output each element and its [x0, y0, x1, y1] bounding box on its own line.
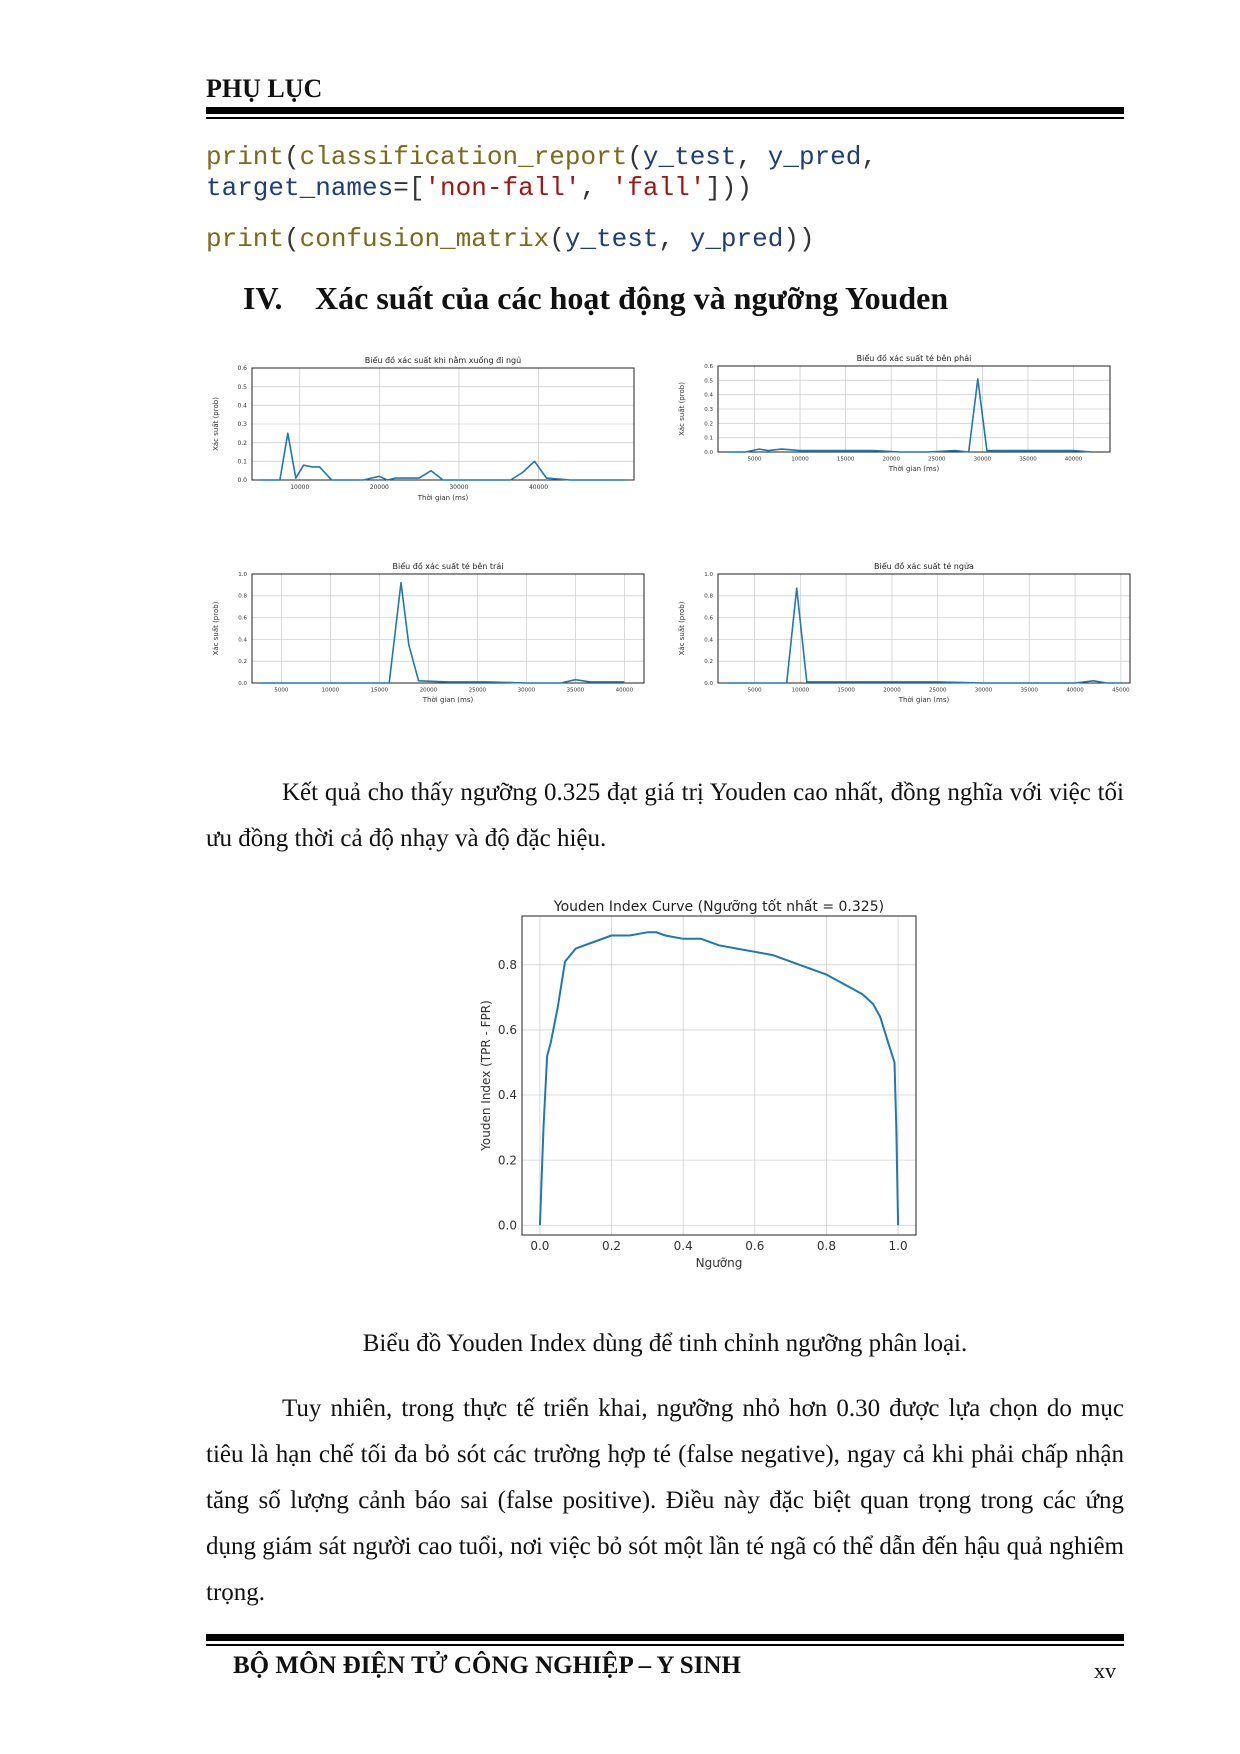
header-rule-thin [206, 117, 1124, 119]
x-tick-label: 45000 [1112, 687, 1130, 694]
x-tick-label: 35000 [1020, 687, 1039, 694]
chart-title: Biểu đồ xác suất té bên phải [856, 354, 972, 363]
code-token: print [206, 224, 285, 254]
x-tick-label: 40000 [615, 687, 634, 694]
y-tick-label: 0.2 [704, 659, 713, 666]
x-tick-label: 25000 [468, 687, 487, 694]
y-tick-label: 0.4 [704, 392, 713, 399]
x-tick-label: 30000 [973, 456, 992, 463]
x-tick-label: 35000 [1019, 456, 1037, 463]
code-token: 'non-fall' [424, 173, 581, 203]
series-line [727, 379, 1092, 452]
code-token: y_test [642, 142, 737, 172]
section-heading [243, 280, 948, 317]
series-line [262, 583, 625, 683]
chart-title: Youden Index Curve (Ngưỡng tốt nhất = 0.325) [553, 899, 885, 915]
x-tick-label: 10000 [791, 456, 809, 463]
paragraph-threshold-discussion: Tuy nhiên, trong thực tế triển khai, ngưỡng nhỏ hơn 0.30 được lựa chọn do mục tiêu là hạn chế tối đa bỏ sót các trường hợp té (false negative), ngay cả khi phải chấp nhận tăng số lượng cảnh báo sai (false positive). Điều này đặc biệt quan trọng trong các ứng dụng giám sát người cao tuổi, nơi việc bỏ sót một lần té ngã có thể dẫn đến hậu quả nghiêm trọng. [206, 1395, 1124, 1606]
x-axis-label: Thời gian (ms) [417, 494, 469, 502]
plot-frame [522, 916, 916, 1235]
code-token: ( [549, 224, 565, 254]
y-tick-label: 0.4 [237, 402, 247, 410]
x-tick-label: 10000 [791, 687, 810, 694]
y-axis-label: Xác suất (prob) [212, 601, 220, 656]
y-tick-label: 0.3 [237, 421, 247, 429]
y-tick-label: 0.3 [704, 406, 713, 413]
y-tick-label: 0.5 [704, 378, 713, 385]
x-tick-label: 0.6 [745, 1239, 765, 1253]
code-token: =[ [393, 173, 425, 203]
x-tick-label: 0.8 [816, 1239, 837, 1253]
code-token: confusion_matrix [299, 224, 550, 254]
x-tick-label: 0.4 [673, 1239, 693, 1253]
code-token: print [206, 142, 285, 172]
x-tick-label: 30000 [974, 687, 993, 694]
x-tick-label: 5000 [747, 456, 762, 463]
x-tick-label: 0.2 [601, 1239, 622, 1253]
y-axis-label: Xác suất (prob) [678, 382, 686, 436]
y-axis-label: Xác suất (prob) [212, 397, 220, 451]
x-tick-label: 20000 [369, 484, 389, 491]
code-token: y_pred [689, 224, 784, 254]
chart-back-fall-probability [672, 558, 1132, 713]
y-tick-label: 0.0 [704, 680, 713, 687]
x-tick-label: 25000 [928, 456, 946, 463]
code-token: y_test [564, 224, 659, 254]
code-token: , [861, 142, 877, 172]
x-axis-label: Thời gian (ms) [422, 696, 474, 704]
code-token: classification_report [299, 142, 628, 172]
y-tick-label: 0.2 [704, 421, 713, 428]
x-tick-label: 20000 [419, 687, 438, 694]
y-tick-label: 0.0 [497, 1218, 517, 1233]
header-rule-thick [206, 107, 1124, 114]
x-tick-label: 35000 [566, 687, 585, 694]
y-tick-label: 0.6 [704, 615, 713, 622]
x-tick-label: 10000 [321, 687, 340, 694]
y-tick-label: 0.4 [704, 637, 713, 644]
y-tick-label: 0.0 [238, 680, 247, 687]
chart-title: Biểu đồ xác suất khi nằm xuống đi ngủ [364, 356, 522, 365]
y-tick-label: 0.4 [238, 637, 247, 644]
y-tick-label: 0.0 [237, 477, 247, 485]
y-tick-label: 1.0 [704, 571, 713, 578]
x-tick-label: 30000 [517, 687, 536, 694]
x-tick-label: 1.0 [888, 1239, 908, 1253]
page-header-title: PHỤ LỤC [206, 74, 323, 103]
y-tick-label: 0.8 [704, 593, 713, 600]
chart-youden-index-curve [470, 890, 940, 1295]
x-tick-label: 20000 [882, 456, 900, 463]
y-tick-label: 0.6 [704, 363, 713, 370]
y-tick-label: 0.1 [237, 458, 247, 466]
footer-department: BỘ MÔN ĐIỆN TỬ CÔNG NGHIỆP – Y SINH [233, 1652, 741, 1679]
code-token: 'fall' [611, 173, 706, 203]
code-token: y_pred [767, 142, 862, 172]
x-tick-label: 15000 [370, 687, 389, 694]
chart-title: Biểu đồ xác suất té bên trái [392, 562, 504, 571]
code-line-2 [206, 173, 752, 203]
y-axis-label: Xác suất (prob) [678, 601, 686, 656]
y-tick-label: 0.5 [237, 383, 247, 391]
x-tick-label: 40000 [1064, 456, 1083, 463]
code-token: , [658, 224, 690, 254]
code-token: , [580, 173, 612, 203]
y-tick-label: 0.0 [704, 449, 713, 456]
code-token: ( [284, 142, 300, 172]
code-token: , [736, 142, 768, 172]
y-tick-label: 0.4 [497, 1088, 517, 1103]
paragraph-result: Kết quả cho thấy ngưỡng 0.325 đạt giá trị Youden cao nhất, đồng nghĩa với việc tối ưu đồng thời cả độ nhạy và độ đặc hiệu. [206, 779, 1124, 852]
plot-frame [252, 574, 644, 683]
x-tick-label: 25000 [928, 687, 947, 694]
x-tick-label: 0.0 [530, 1239, 550, 1253]
y-tick-label: 0.2 [497, 1153, 517, 1168]
x-tick-label: 5000 [747, 687, 762, 694]
page-number: xv [1094, 1658, 1116, 1683]
series-line [540, 932, 898, 1225]
section-title: Xác suất của các hoạt động và ngưỡng Youden [315, 280, 949, 316]
y-tick-label: 0.2 [238, 659, 247, 666]
x-axis-label: Ngưỡng [695, 1256, 743, 1270]
chart-title: Biểu đồ xác suất té ngửa [874, 562, 974, 571]
x-axis-label: Thời gian (ms) [888, 465, 940, 473]
x-tick-label: 15000 [836, 456, 855, 463]
y-tick-label: 0.6 [237, 365, 247, 373]
chart-sleep-probability [206, 352, 646, 517]
y-tick-label: 0.2 [237, 439, 247, 447]
code-token: target_names [206, 173, 394, 203]
section-number: IV. [243, 280, 283, 316]
x-axis-label: Thời gian (ms) [898, 696, 950, 704]
footer-rule-thin [206, 1644, 1124, 1646]
x-tick-label: 10000 [290, 484, 310, 491]
x-tick-label: 40000 [1066, 687, 1084, 694]
x-tick-label: 30000 [449, 484, 469, 491]
code-line-3 [206, 224, 815, 254]
chart-right-fall-probability [672, 350, 1112, 490]
code-token: ( [627, 142, 643, 172]
code-token: )) [783, 224, 815, 254]
y-tick-label: 0.8 [497, 958, 517, 973]
figure-caption: Biểu đồ Youden Index dùng để tinh chỉnh ngưỡng phân loại. [362, 1330, 968, 1357]
x-tick-label: 5000 [274, 687, 289, 694]
footer-rule-thick [206, 1634, 1124, 1641]
y-tick-label: 0.6 [238, 615, 247, 622]
code-token: ( [284, 224, 300, 254]
x-tick-label: 40000 [528, 484, 549, 491]
x-tick-label: 15000 [837, 687, 855, 694]
series-line [727, 588, 1121, 683]
y-tick-label: 0.1 [704, 435, 713, 442]
x-tick-label: 20000 [883, 687, 901, 694]
chart-left-fall-probability [206, 558, 646, 713]
y-tick-label: 0.6 [497, 1023, 517, 1038]
y-axis-label: Youden Index (TPR - FPR) [479, 1000, 493, 1151]
y-tick-label: 1.0 [238, 571, 247, 578]
code-token: ])) [705, 173, 753, 203]
plot-frame [718, 574, 1130, 683]
code-line-1 [206, 142, 877, 172]
series-line [260, 433, 626, 480]
y-tick-label: 0.8 [238, 593, 247, 600]
